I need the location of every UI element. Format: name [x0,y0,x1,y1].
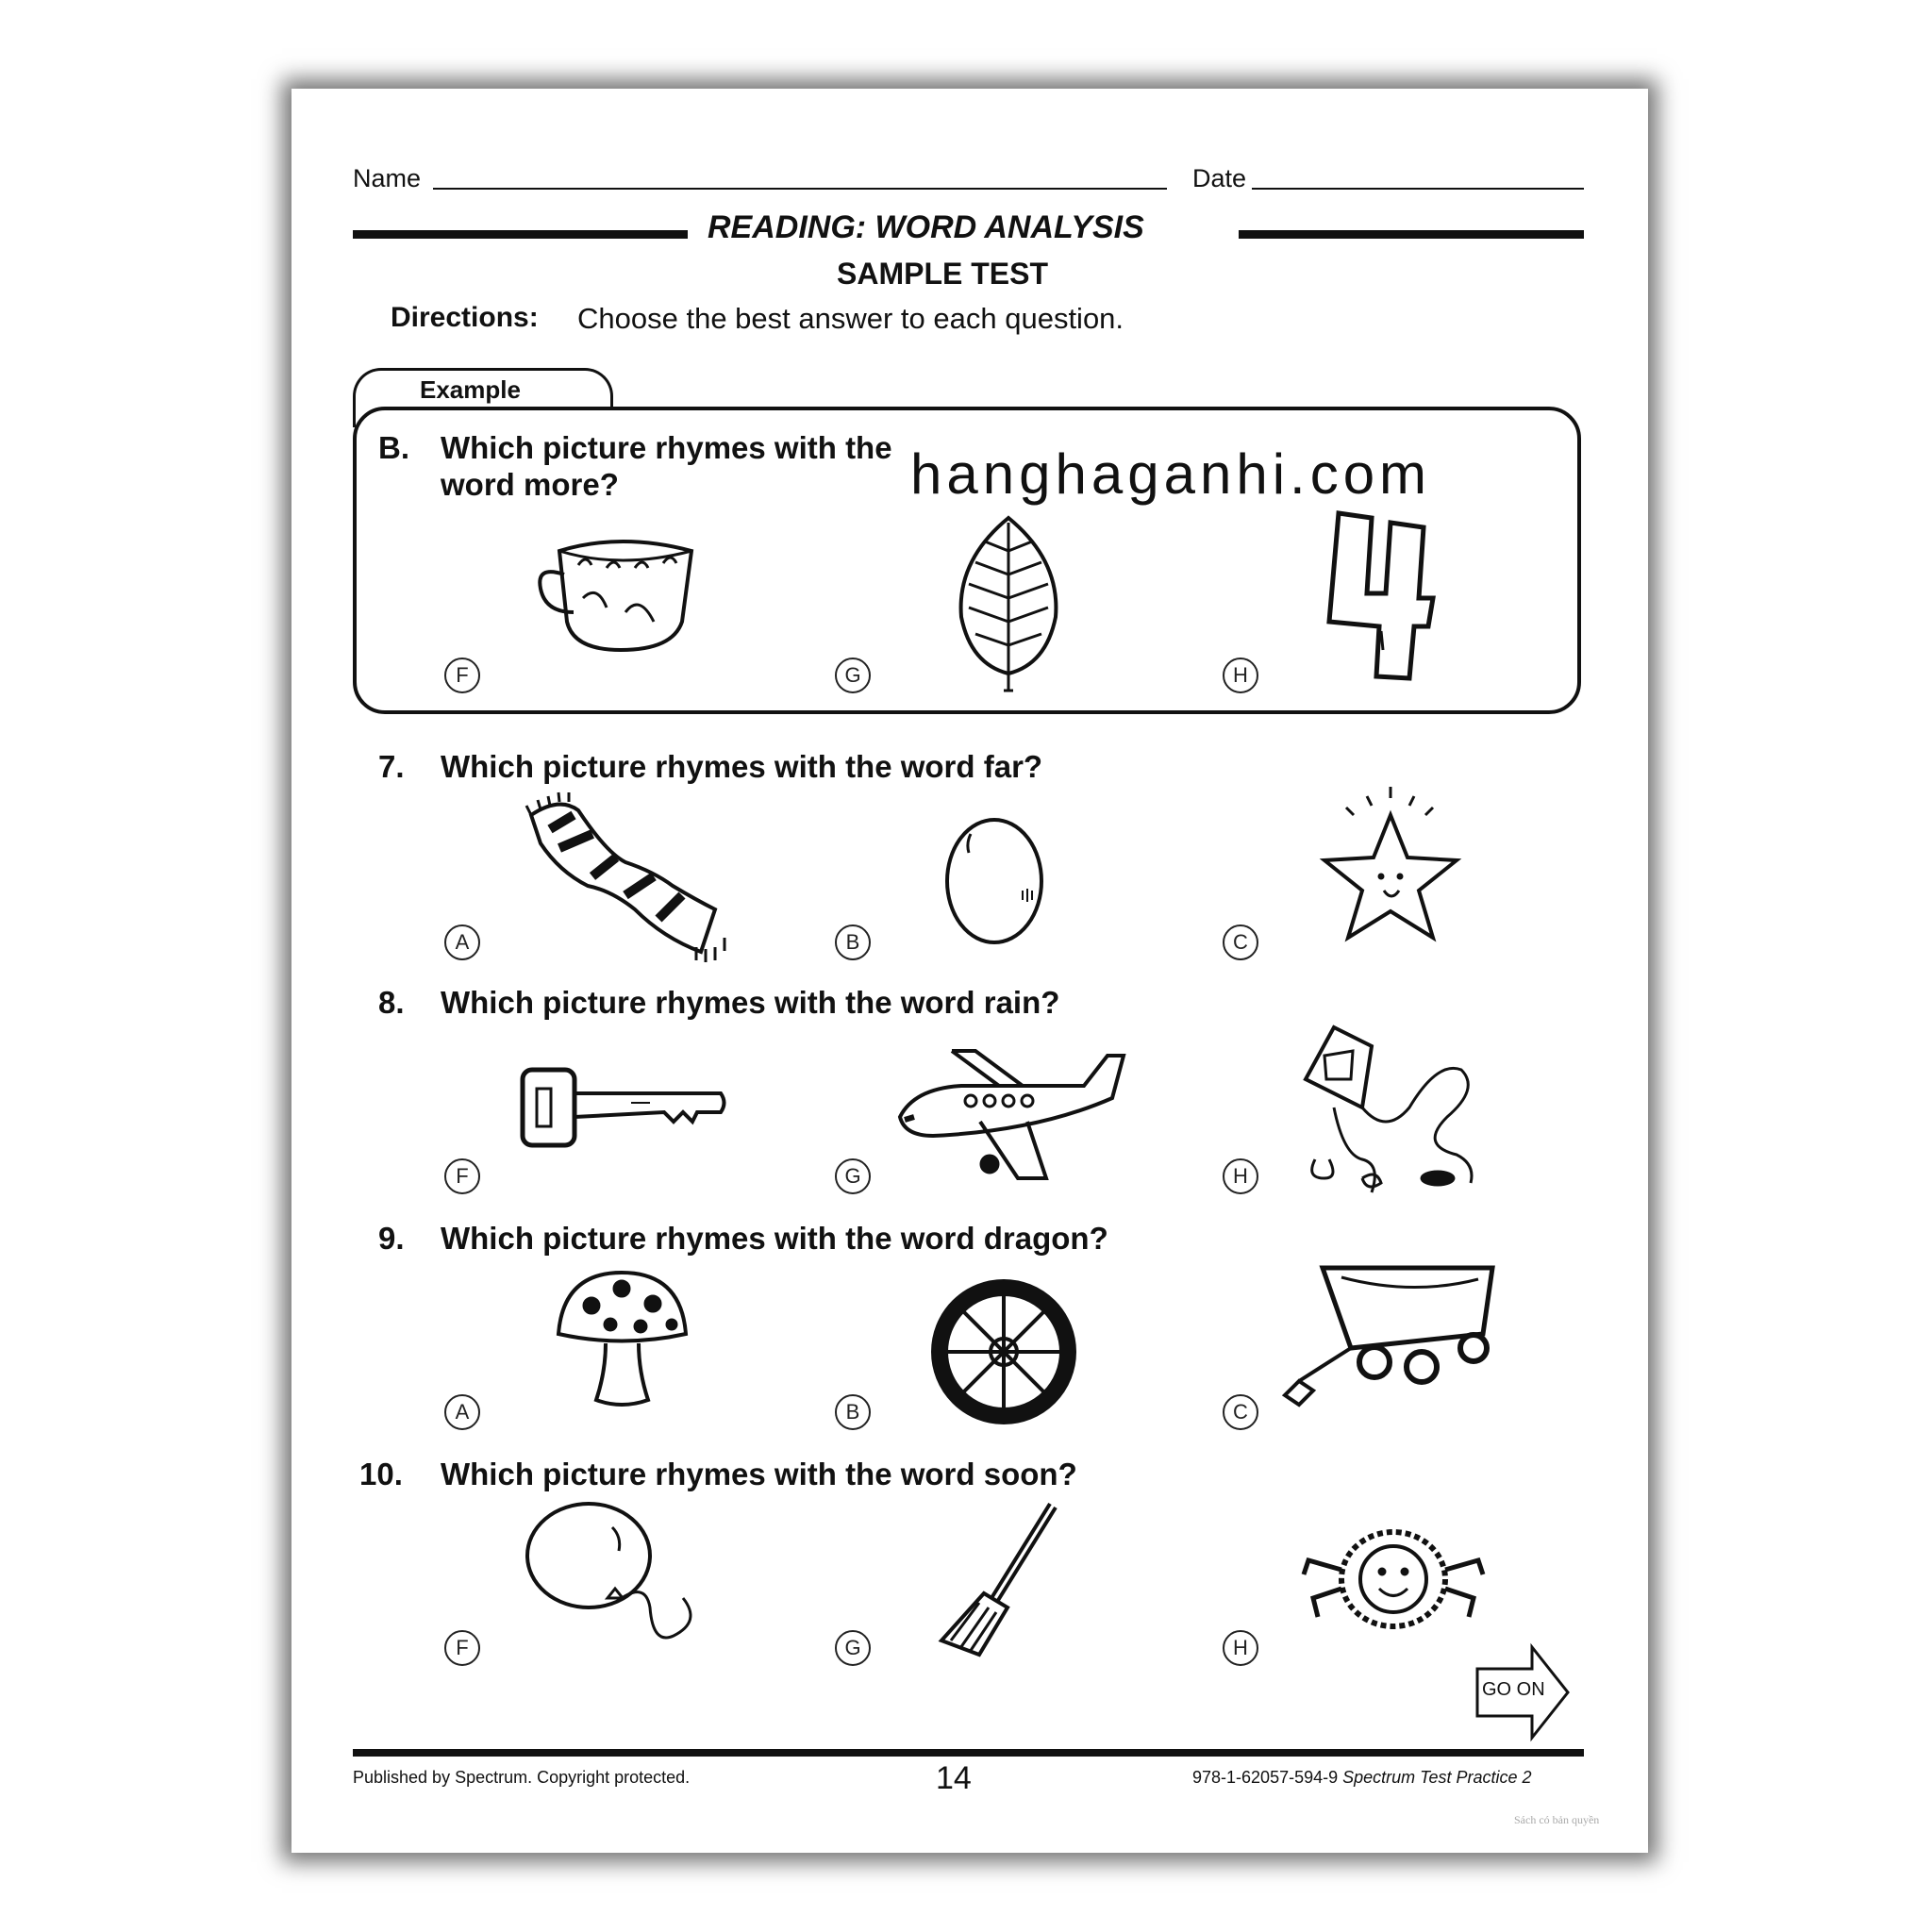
broom-icon [937,1499,1059,1659]
number-four-icon [1324,508,1438,683]
q8-prompt [441,985,1059,1021]
example-number: B. [378,430,409,465]
q7-prompt [441,749,1042,785]
q7-suffix: ? [1023,749,1043,784]
q8-choice-h[interactable]: H [1223,1158,1258,1194]
q7-prompt-text: Which picture rhymes with the word [441,749,984,784]
q8-choice-f[interactable]: F [444,1158,480,1194]
balloon-icon [523,1504,721,1655]
egg-icon [942,815,1046,947]
date-line [1252,188,1584,190]
example-choice-f[interactable]: F [444,658,480,693]
date-label: Date [1192,164,1247,192]
scarf-icon [522,796,739,966]
example-choice-g[interactable]: G [835,658,871,693]
example-line2 [441,467,619,503]
q9-number: 9. [378,1221,405,1256]
q7-choice-b[interactable]: B [835,924,871,960]
q9-choice-a[interactable]: A [444,1394,480,1430]
copyright-stamp: Sách có bản quyền [1514,1813,1600,1826]
q10-choice-f[interactable]: F [444,1630,480,1666]
q10-choice-h[interactable]: H [1223,1630,1258,1666]
go-on-label: GO ON [1482,1679,1545,1700]
q7-choice-a[interactable]: A [444,924,480,960]
section-title: READING: WORD ANALYSIS [708,209,1144,245]
q8-choice-g[interactable]: G [835,1158,871,1194]
name-label: Name [353,164,422,192]
example-suffix: ? [599,467,619,502]
q8-prompt-text: Which picture rhymes with the word [441,985,984,1020]
kite-icon [1296,1023,1485,1211]
q10-choice-g[interactable]: G [835,1630,871,1666]
teacup-icon [531,532,710,664]
q9-prompt-text: Which picture rhymes with the word [441,1221,984,1256]
example-line2-text: word [441,467,524,502]
q7-choice-c[interactable]: C [1223,924,1258,960]
name-line [433,188,1167,190]
example-word: more [524,467,600,502]
wheel-icon [931,1279,1077,1425]
q8-number: 8. [378,985,405,1020]
star-icon [1310,787,1471,952]
watermark-text: hanghaganhi.com [910,442,1432,506]
q7-number: 7. [378,749,405,784]
q8-word: rain [983,985,1041,1020]
example-line1: Which picture rhymes with the [441,430,892,465]
q10-word: soon [983,1457,1058,1491]
subtitle: SAMPLE TEST [837,257,1049,291]
q7-word: far [983,749,1024,784]
mushroom-icon [554,1268,691,1409]
leaf-icon [952,513,1065,692]
q10-prompt [441,1457,1077,1492]
airplane-icon [895,1046,1126,1188]
q9-choice-c[interactable]: C [1223,1394,1258,1430]
title-rule-left [353,230,688,239]
footer-isbn: 978-1-62057-594-9 [1192,1768,1343,1787]
directions-text: Choose the best answer to each question. [577,302,1124,335]
footer-book-title: Spectrum Test Practice 2 [1342,1768,1532,1787]
title-rule-right [1239,230,1584,239]
page-number: 14 [936,1760,972,1796]
wagon-icon [1280,1258,1507,1409]
key-icon [518,1060,730,1155]
example-tab-label: Example [420,375,521,404]
q10-suffix: ? [1058,1457,1077,1491]
spider-icon [1299,1513,1488,1645]
q10-number: 10. [359,1457,403,1491]
q8-suffix: ? [1041,985,1060,1020]
worksheet-page [291,89,1648,1853]
q10-prompt-text: Which picture rhymes with the word [441,1457,984,1491]
example-choice-h[interactable]: H [1223,658,1258,693]
footer-publisher: Published by Spectrum. Copyright protected. [353,1768,691,1787]
q9-word: dragon [983,1221,1090,1256]
footer-book [1192,1768,1532,1788]
q9-suffix: ? [1089,1221,1108,1256]
q9-choice-b[interactable]: B [835,1394,871,1430]
directions-label: Directions: [391,302,539,333]
footer-rule [353,1749,1584,1757]
q9-prompt [441,1221,1108,1257]
